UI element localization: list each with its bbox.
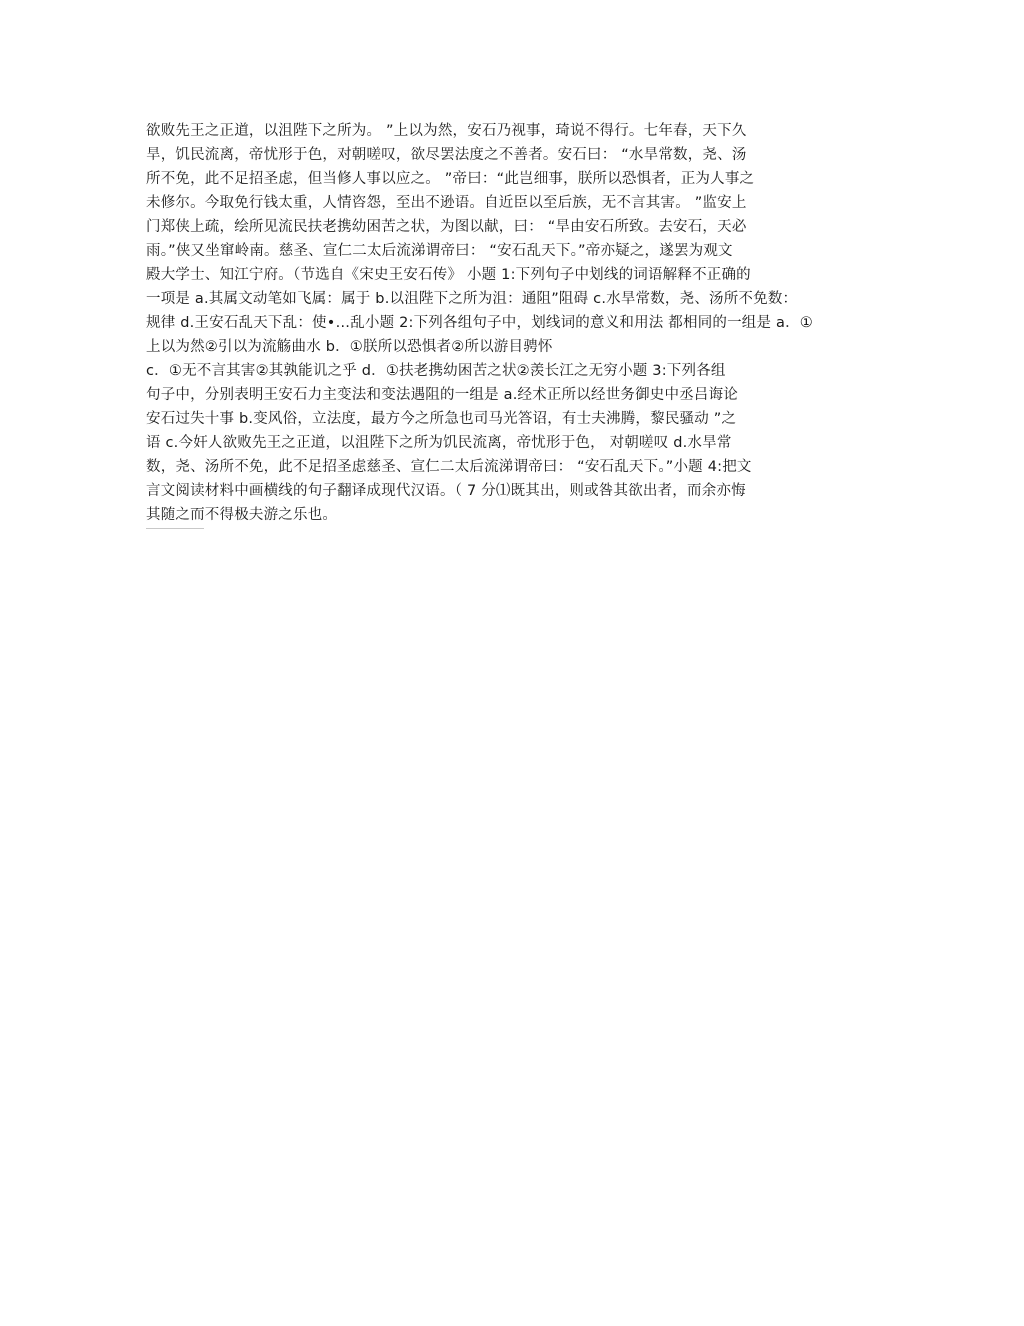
document-body — [146, 119, 906, 527]
text-line: 言文阅读材料中画横线的句子翻译成现代汉语。（ 7 分⑴既其出，则或咎其欲出者，而余亦悔 — [146, 483, 746, 499]
text-line: 句子中，分别表明王安石力主变法和变法遇阻的一组是 a.经术正所以经世务御史中丞吕诲论 — [146, 387, 739, 403]
text-line: 旱，饥民流离，帝忧形于色，对朝嗟叹，欲尽罢法度之不善者。安石曰： “水旱常数，尧、汤 — [146, 147, 747, 163]
text-line: 安石过失十事 b.变风俗，立法度，最方今之所急也司马光答诏，有士夫沸腾，黎民骚动 ”之 — [146, 411, 737, 427]
text-line: c．①无不言其害②其孰能讥之乎 d．①扶老携幼困苦之状②羡长江之无穷小题 3:下列各组 — [146, 363, 726, 379]
text-line: 规律 d.王安石乱天下乱：使•…乱小题 2:下列各组句子中，划线词的意义和用法 都相同的一组是 a．① — [146, 315, 813, 331]
text-line: 一项是 a.其属文动笔如飞属：属于 b.以沮陛下之所为沮：通阻”阻碍 c.水旱常数，尧、汤所不免数： — [146, 291, 798, 307]
text-line: 语 c.今奸人欲败先王之正道，以沮陛下之所为饥民流离，帝忧形于色， 对朝嗟叹 d.水旱常 — [146, 435, 732, 451]
text-line: 雨。”侠又坐窜岭南。慈圣、宣仁二太后流涕谓帝曰： “安石乱天下。”帝亦疑之，遂罢为观文 — [146, 243, 733, 259]
footnote-divider — [146, 528, 204, 529]
text-line: 其随之而不得极夫游之乐也。 — [146, 507, 338, 523]
text-line: 殿大学士、知江宁府。（节选自《宋史王安石传》 小题 1:下列句子中划线的词语解释不正确的 — [146, 267, 751, 283]
text-line: 欲败先王之正道，以沮陛下之所为。 ”上以为然，安石乃视事，琦说不得行。七年春，天下久 — [146, 123, 747, 139]
text-line: 所不免，此不足招圣虑，但当修人事以应之。 ”帝曰：“此岂细事，朕所以恐惧者，正为人事之 — [146, 171, 755, 187]
text-line: 门郑侠上疏，绘所见流民扶老携幼困苦之状，为图以献，曰： “旱由安石所致。去安石，天必 — [146, 219, 747, 235]
text-line: 未修尔。今取免行钱太重，人情咨怨，至出不逊语。自近臣以至后族，无不言其害。 ”监安上 — [146, 195, 747, 211]
text-line: 数，尧、汤所不免，此不足招圣虑慈圣、宣仁二太后流涕谓帝曰： “安石乱天下。”小题 4:把文 — [146, 459, 752, 475]
text-line: 上以为然②引以为流觞曲水 b．①朕所以恐惧者②所以游目骋怀 — [146, 339, 553, 355]
